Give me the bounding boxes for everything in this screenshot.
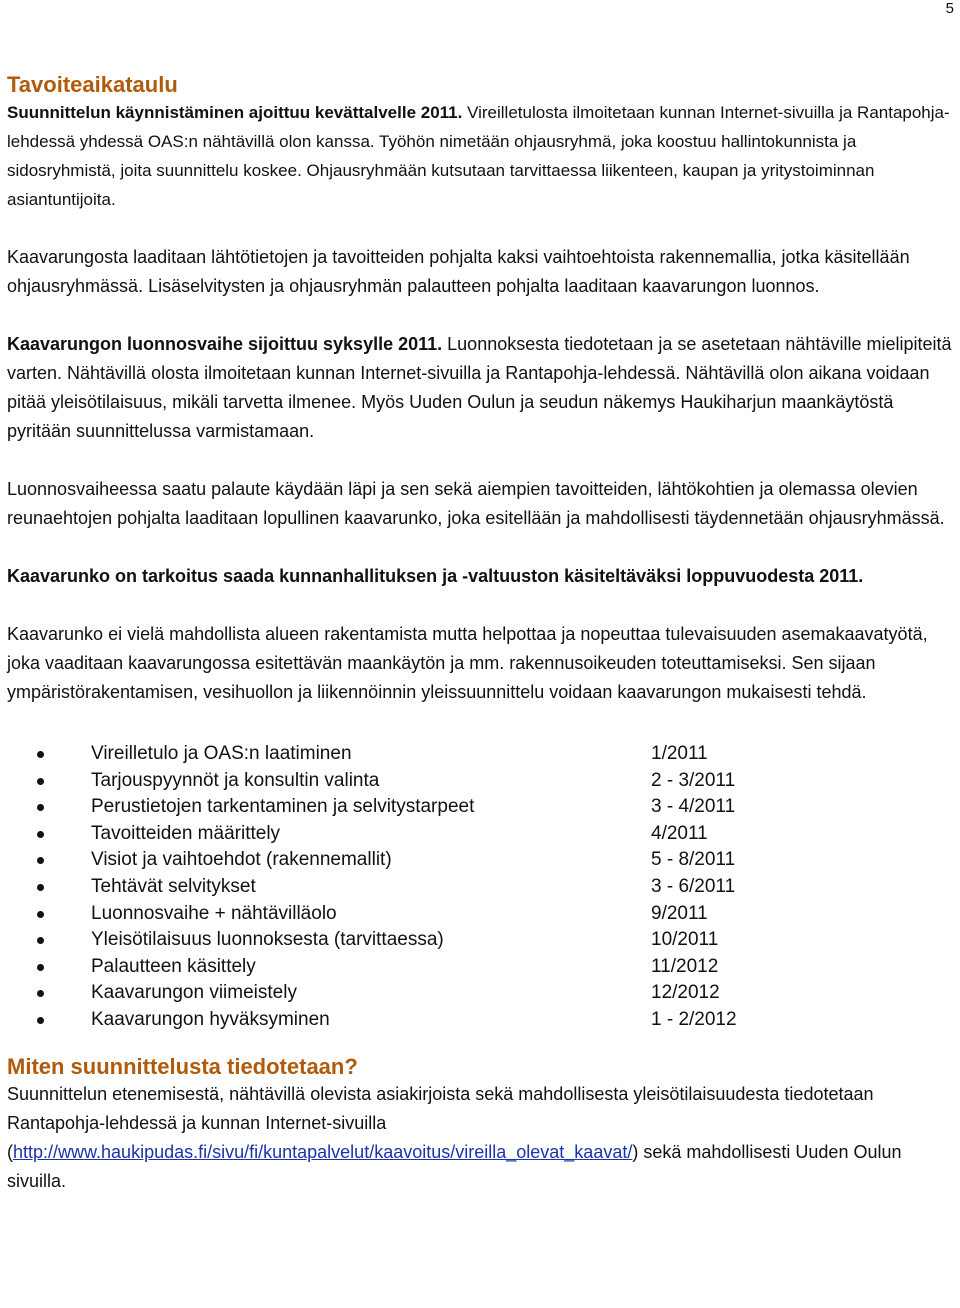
schedule-date: 2 - 3/2011 <box>651 769 736 791</box>
schedule-date: 1/2011 <box>651 743 708 764</box>
paragraph-approval <box>7 562 953 591</box>
paragraph-implementation: Kaavarunko ei vielä mahdollista alueen rakentamista mutta helpottaa ja nopeuttaa tulevaisuuden asemakaavatyötä, joka vaaditaan kaavarungossa esitettävän maankäytön ja mm. rakennusoikeuden toteuttamiseksi. Sen sijaan ympäristörakentamisen, vesihuollon ja liikennöinnin yleissuunnittelu voidaan kaavarungon mukaisesti tehdä. <box>7 624 928 702</box>
schedule-date: 3 - 6/2011 <box>651 875 736 897</box>
schedule-date: 10/2011 <box>651 929 719 951</box>
bullet-icon <box>37 831 44 838</box>
list-item <box>7 768 953 795</box>
paragraph-draft-phase-text: Luonnoksesta tiedotetaan ja se asetetaan nähtäville mielipiteitä varten. Nähtävillä olosta ilmoitetaan kunnan Internet-sivuilla ja Rantapohja-lehdessä. Nähtävillä olon aikana voidaan pitää yleisötilaisuus, mikäli tarvetta ilmenee. Myös Uuden Oulun ja seudun näkemys Haukiharjun maankäytöstä pyritään suunnittelussa varmistamaan. <box>7 334 952 441</box>
schedule-task: Tehtävät selvitykset <box>91 875 256 897</box>
paragraph-draft-phase <box>7 330 953 446</box>
paragraph-structure-models: Kaavarungosta laaditaan lähtötietojen ja tavoitteiden pohjalta kaksi vaihtoehtoista rakennemallia, jotka käsitellään ohjausryhmässä. Lisäselvitysten ja ohjausryhmän palautteen pohjalta laaditaan kaavarungon luonnos. <box>7 247 910 296</box>
schedule-date: 5 - 8/2011 <box>651 849 736 871</box>
bullet-icon <box>37 884 44 891</box>
bullet-icon <box>37 990 44 997</box>
schedule-date: 4/2011 <box>651 822 708 844</box>
bullet-icon <box>37 964 44 971</box>
list-item <box>7 927 953 954</box>
schedule-task: Visiot ja vaihtoehdot (rakennemallit) <box>91 849 392 871</box>
list-item <box>7 1007 953 1034</box>
paragraph-communication-text: Suunnittelun etenemisestä, nähtävillä olevista asiakirjoista sekä mahdollisesta yleisötilaisuudesta tiedotetaan Rantapohja-lehdessä ja kunnan Internet-sivuilla ( <box>7 1083 874 1162</box>
bullet-icon <box>37 804 44 811</box>
bullet-icon <box>37 911 44 918</box>
list-item <box>7 980 953 1007</box>
list-item <box>7 954 953 981</box>
list-item <box>7 741 953 768</box>
municipality-website-link[interactable]: http://www.haukipudas.fi/sivu/fi/kuntapalvelut/kaavoitus/vireilla_olevat_kaavat/ <box>13 1141 633 1162</box>
bullet-icon <box>37 751 44 758</box>
schedule-task: Tarjouspyynnöt ja konsultin valinta <box>91 769 380 791</box>
schedule-task: Perustietojen tarkentaminen ja selvitystarpeet <box>91 796 475 818</box>
list-item <box>7 874 953 901</box>
paragraph-draft-phase-bold: Kaavarungon luonnosvaihe sijoittuu syksylle 2011. <box>7 334 443 354</box>
list-item <box>7 847 953 874</box>
schedule-task: Vireilletulo ja OAS:n laatiminen <box>91 743 352 764</box>
section-heading-communication: Miten suunnittelusta tiedotetaan? <box>7 1053 358 1079</box>
paragraph-approval-bold: Kaavarunko on tarkoitus saada kunnanhallituksen ja -valtuuston käsiteltäväksi loppuvuodesta 2011. <box>7 566 864 586</box>
paragraph-start-bold: Suunnittelun käynnistäminen ajoittuu kevättalvelle 2011. <box>7 103 463 122</box>
schedule-task: Kaavarungon viimeistely <box>91 982 297 1004</box>
paragraph-start <box>7 98 953 214</box>
paragraph-start-text: Vireilletulosta ilmoitetaan kunnan Internet-sivuilla ja Rantapohja-lehdessä yhdessä OAS:n nähtävillä olon kanssa. Työhön nimetään ohjausryhmä, joka koostuu hallintokunnista ja sidosryhmistä, joita suunnittelu koskee. Ohjausryhmään kutsutaan tarvittaessa liikenteen, kaupan ja yritystoiminnan asiantuntijoita. <box>7 103 950 209</box>
schedule-date: 9/2011 <box>651 902 708 924</box>
bullet-icon <box>37 778 44 785</box>
schedule-task: Tavoitteiden määrittely <box>91 822 281 844</box>
bullet-icon <box>37 857 44 864</box>
paragraph-communication-end: ) sekä mahdollisesti Uuden Oulun sivuilla. <box>7 1141 902 1191</box>
list-item <box>7 821 953 848</box>
schedule-task: Luonnosvaihe + nähtävilläolo <box>91 902 337 924</box>
bullet-icon <box>37 937 44 944</box>
schedule-date: 3 - 4/2011 <box>651 796 736 818</box>
schedule-date: 1 - 2/2012 <box>651 1008 737 1030</box>
paragraph-communication <box>7 1080 953 1196</box>
schedule-task: Kaavarungon hyväksyminen <box>91 1008 330 1030</box>
list-item <box>7 901 953 928</box>
schedule-date: 11/2012 <box>651 955 719 977</box>
list-item <box>7 794 953 821</box>
schedule-list <box>7 741 953 1034</box>
document-body <box>7 72 953 1196</box>
schedule-task: Palautteen käsittely <box>91 955 256 977</box>
schedule-date: 12/2012 <box>651 982 720 1004</box>
page-number: 5 <box>945 0 954 17</box>
bullet-icon <box>37 1017 44 1024</box>
paragraph-feedback: Luonnosvaiheessa saatu palaute käydään läpi ja sen sekä aiempien tavoitteiden, lähtökohtien ja olemassa olevien reunaehtojen pohjalta laaditaan lopullinen kaavarunko, joka esitellään ja mahdollisesti täydennetään ohjausryhmässä. <box>7 479 945 528</box>
section-heading-schedule: Tavoiteaikataulu <box>7 72 178 97</box>
schedule-task: Yleisötilaisuus luonnoksesta (tarvittaessa) <box>91 929 444 951</box>
